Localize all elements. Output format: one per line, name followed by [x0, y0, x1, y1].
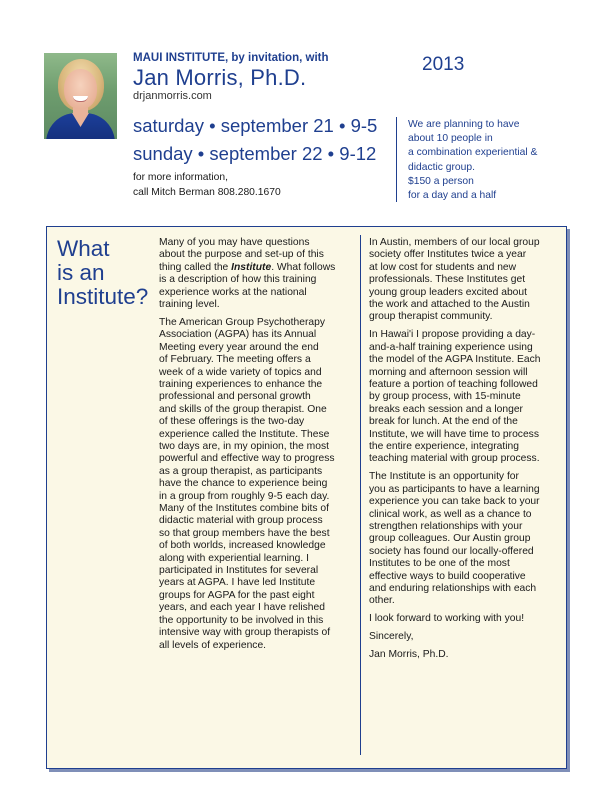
pricing-line: about 10 people in — [408, 133, 493, 145]
text-line: of both worlds, increased knowledge — [159, 540, 326, 552]
text-line: society offer Institutes twice a year — [369, 249, 527, 261]
text-line: years at AGPA. I have led Institute — [159, 577, 316, 589]
text-line: participated in Institutes for several — [159, 565, 319, 577]
pricing-line: a combination experiential & — [408, 147, 538, 159]
pricing-text — [408, 118, 537, 203]
text-line: and skills of the group therapist. One — [159, 403, 327, 415]
text-span: . What follows — [271, 261, 336, 273]
text-line: breaks each session and a longer — [369, 403, 523, 415]
text-line: groups for AGPA for the past eight — [159, 589, 315, 601]
text-line: training level. — [159, 299, 220, 311]
signoff: Sincerely, — [369, 631, 414, 643]
text-line: in a group from roughly 9-5 each day. — [159, 490, 330, 502]
closing-line: I look forward to working with you! — [369, 613, 525, 625]
text-line: other. — [369, 595, 395, 607]
text-line: and enduring relationships with each — [369, 582, 537, 594]
text-line: break for lunch. At the end of the — [369, 416, 518, 428]
text-line: professional and personal growth — [159, 391, 311, 403]
text-line: experience works at the national — [159, 286, 307, 298]
text-span: thing called the — [159, 261, 232, 273]
text-line: at low cost for students and new — [369, 261, 517, 273]
text-line: week of a wide variety of topics and — [159, 366, 322, 378]
text-line: professionals. These Institutes get — [369, 274, 526, 286]
text-line: powerful and effective way to progress — [159, 453, 335, 465]
text-line: The Institute is an opportunity for — [369, 471, 519, 483]
text-line: experience called the Institute. These — [159, 428, 330, 440]
pricing-line: $150 a person — [408, 175, 474, 187]
paragraph-hawaii — [369, 329, 559, 465]
column-divider — [360, 235, 361, 755]
text-line: Institutes to be one of the most — [369, 558, 510, 570]
text-line: Many of you may have questions — [159, 237, 310, 248]
text-line: by group process, with 15-minute — [369, 391, 521, 403]
text-line — [159, 262, 335, 273]
text-line: strengthen relationships with your — [369, 520, 523, 532]
text-line: of these offerings is the two-day — [159, 416, 305, 428]
text-line: the model of the AGPA Institute. Each — [369, 354, 541, 366]
date-saturday: saturday • september 21 • 9-5 — [133, 115, 378, 136]
contact-line-2: call Mitch Berman 808.280.1670 — [133, 187, 281, 198]
text-line: teaching material with group process. — [369, 453, 540, 465]
text-line: group colleagues. Our Austin group — [369, 533, 531, 545]
author-photo — [44, 53, 117, 139]
text-line: as a group therapist, as participants — [159, 465, 323, 477]
paragraph-intro — [159, 237, 354, 311]
text-line: clinical work, as well as a chance to — [369, 508, 532, 520]
pricing-line: We are planning to have — [408, 119, 520, 130]
text-line: experience you can take back to your — [369, 496, 540, 508]
text-line: society has found our locally-offered — [369, 545, 534, 557]
text-line: group therapist community. — [369, 311, 493, 323]
pricing-line: didactic group. — [408, 161, 475, 173]
text-line: have the chance to experience being — [159, 478, 328, 490]
text-line: Meeting every year around the end — [159, 341, 319, 353]
paragraph-austin — [369, 237, 559, 324]
paragraph-agpa — [159, 317, 354, 652]
text-line: along with experiential learning. I — [159, 552, 309, 564]
contact-line-1: for more information, — [133, 172, 228, 183]
article-title — [57, 237, 148, 309]
text-line: didactic material with group process — [159, 515, 323, 527]
emphasis-institute: Institute — [231, 261, 272, 273]
pricing-sidebar — [396, 117, 583, 202]
text-line: In Hawai'i I propose providing a day- — [369, 329, 536, 341]
contact-info — [133, 170, 281, 200]
title-line: Institute? — [57, 284, 149, 309]
text-line: you as participants to have a learning — [369, 483, 540, 495]
text-line: Many of the Institutes combine bits of — [159, 503, 329, 515]
text-line: years, and each year I have relished — [159, 602, 325, 614]
text-line: the work and attached to the Austin — [369, 299, 530, 311]
text-line: feature a portion of teaching followed — [369, 378, 538, 390]
photo-face — [64, 69, 97, 109]
org-line: MAUI INSTITUTE, by invitation, with — [133, 52, 329, 64]
signature: Jan Morris, Ph.D. — [369, 649, 449, 661]
text-line: the opportunity to be involved in this — [159, 614, 324, 626]
text-line: effective ways to build cooperative — [369, 570, 526, 582]
text-line: Institute, we will have time to process — [369, 428, 539, 440]
article-column-1 — [159, 237, 354, 657]
text-line: Association (AGPA) has its Annual — [159, 329, 317, 341]
text-line: so that group members have the best — [159, 527, 330, 539]
text-line: young group leaders excited about — [369, 286, 527, 298]
pricing-line: for a day and a half — [408, 190, 497, 202]
text-line: two days are, in my opinion, the most — [159, 441, 329, 452]
presenter-name: Jan Morris, Ph.D. — [133, 65, 307, 90]
text-line: intensive way with group therapists of — [159, 627, 331, 639]
text-line: all levels of experience. — [159, 639, 267, 651]
website-link[interactable]: drjanmorris.com — [133, 90, 212, 102]
text-line: morning and afternoon session will — [369, 366, 528, 378]
text-line: of February. The meeting offers a — [159, 354, 311, 366]
title-line: is an — [57, 260, 105, 285]
date-sunday: sunday • september 22 • 9-12 — [133, 143, 377, 164]
text-line: In Austin, members of our local group — [369, 237, 540, 248]
text-line: The American Group Psychotherapy — [159, 316, 325, 328]
article-column-2 — [369, 237, 559, 667]
paragraph-opportunity — [369, 471, 559, 607]
text-line: about the purpose and set-up of this — [159, 249, 324, 261]
text-line: training experiences to enhance the — [159, 378, 323, 390]
text-line: is a description of how this training — [159, 274, 317, 286]
event-year: 2013 — [422, 54, 465, 75]
title-line: What — [57, 236, 110, 261]
text-line: the entire experience, integrating — [369, 441, 519, 452]
article-box — [46, 226, 567, 769]
text-line: and-a-half training experience using — [369, 341, 533, 353]
